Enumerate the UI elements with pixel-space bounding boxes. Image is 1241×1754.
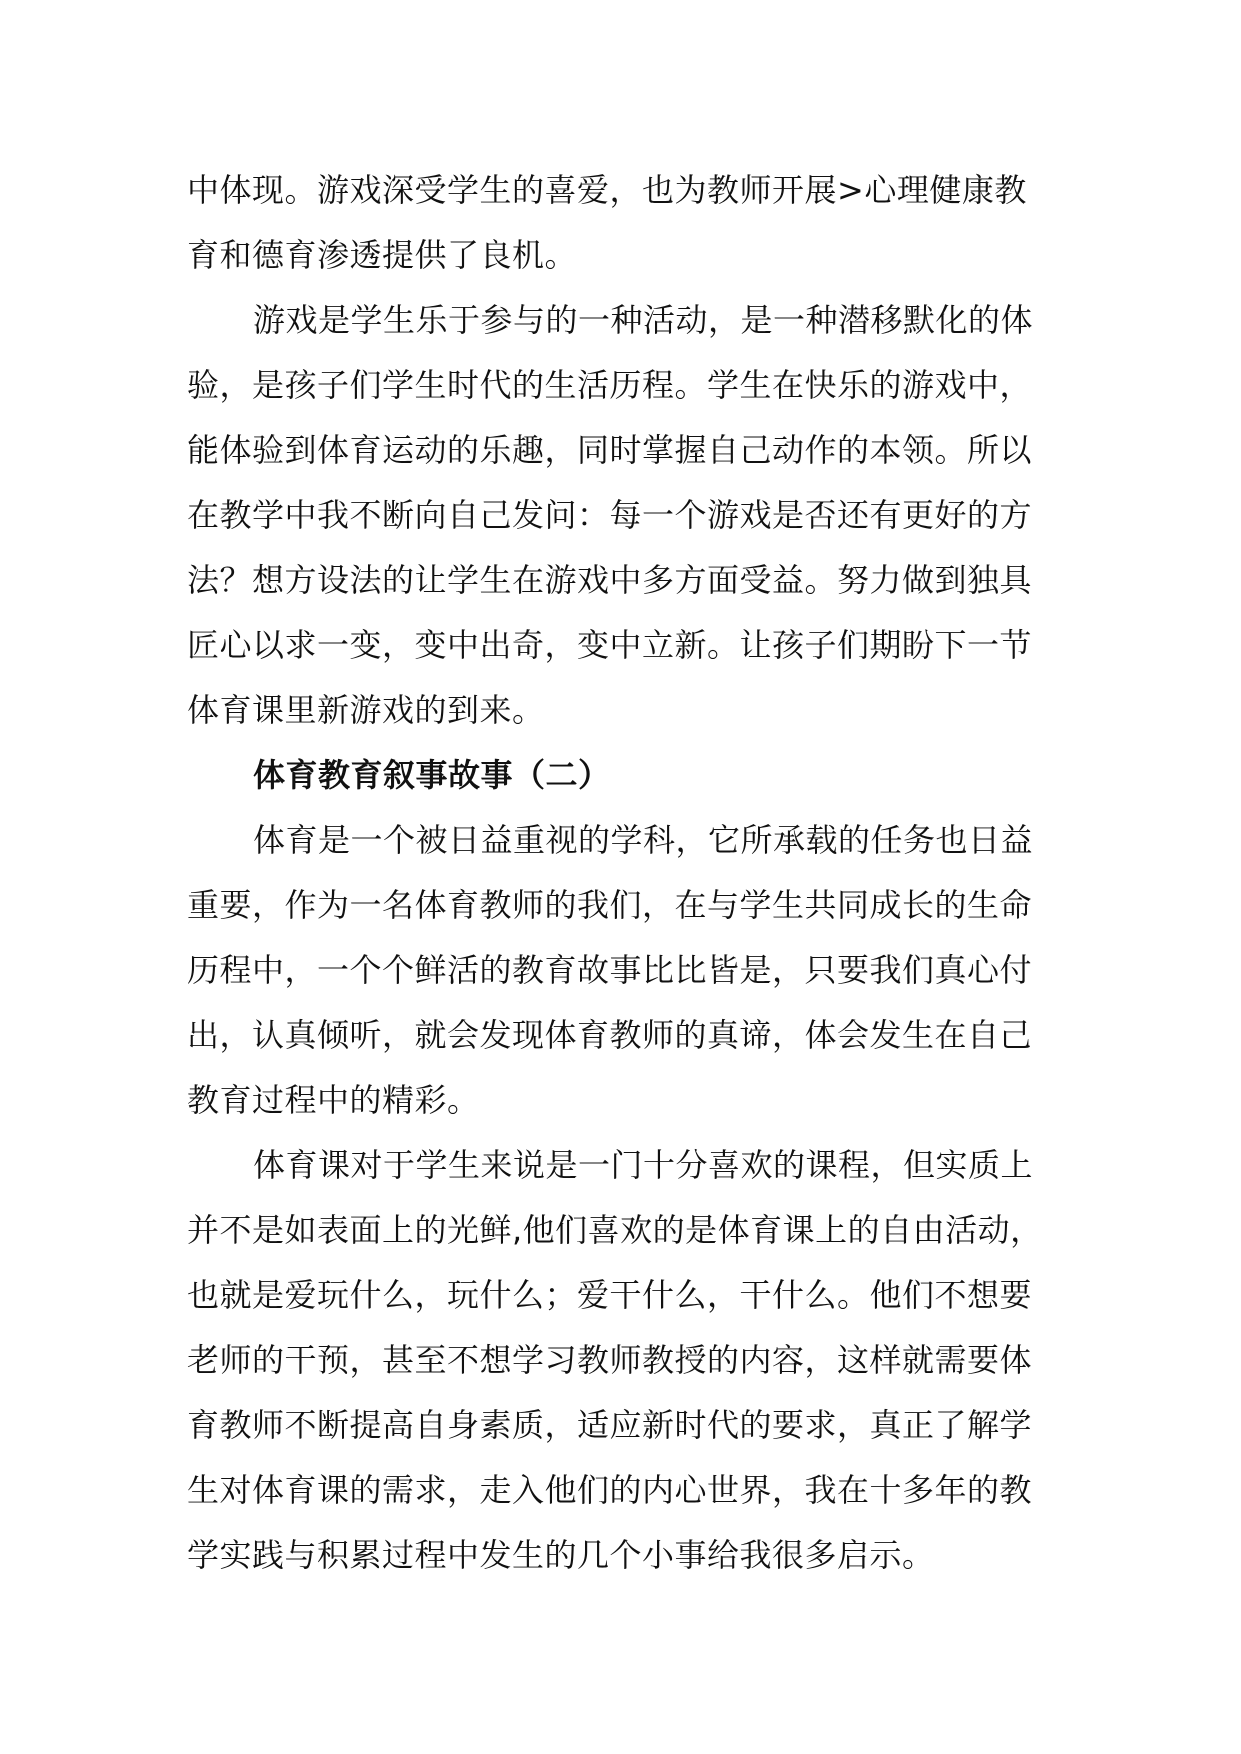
text-line: 老师的干预，甚至不想学习教师教授的内容，这样就需要体: [187, 1341, 1033, 1379]
text-line: 匠心以求一变，变中出奇，变中立新。让孩子们期盼下一节: [187, 626, 1033, 664]
text-line: 能体验到体育运动的乐趣，同时掌握自己动作的本领。所以: [187, 431, 1033, 469]
text-line: 历程中，一个个鲜活的教育故事比比皆是，只要我们真心付: [187, 951, 1033, 989]
text-line: 体育是一个被日益重视的学科，它所承载的任务也日益: [253, 821, 1034, 859]
text-line: 育教师不断提高自身素质，适应新时代的要求，真正了解学: [187, 1406, 1033, 1444]
text-line: 学实践与积累过程中发生的几个小事给我很多启示。: [187, 1536, 935, 1574]
text-line: 重要，作为一名体育教师的我们，在与学生共同成长的生命: [187, 886, 1033, 924]
text-line: 教育过程中的精彩。: [187, 1081, 480, 1119]
text-line: 法？想方设法的让学生在游戏中多方面受益。努力做到独具: [187, 561, 1033, 599]
text-line: 出，认真倾听，就会发现体育教师的真谛，体会发生在自己: [187, 1016, 1033, 1054]
text-line: 育和德育渗透提供了良机。: [187, 236, 578, 274]
text-line: 在教学中我不断向自己发问：每一个游戏是否还有更好的方: [187, 496, 1033, 534]
section-heading: 体育教育叙事故事（二）: [253, 756, 611, 794]
document-body: [187, 158, 1067, 1588]
text-line: 游戏是学生乐于参与的一种活动，是一种潜移默化的体: [253, 301, 1034, 339]
text-line: 并不是如表面上的光鲜,他们喜欢的是体育课上的自由活动，: [187, 1211, 1043, 1249]
text-line: 验，是孩子们学生时代的生活历程。学生在快乐的游戏中，: [187, 366, 1033, 404]
text-line: 体育课里新游戏的到来。: [187, 691, 545, 729]
text-line: 生对体育课的需求，走入他们的内心世界，我在十多年的教: [187, 1471, 1033, 1509]
text-line: 体育课对于学生来说是一门十分喜欢的课程，但实质上: [253, 1146, 1034, 1184]
text-line: 中体现。游戏深受学生的喜爱，也为教师开展>心理健康教: [187, 171, 1027, 209]
text-line: 也就是爱玩什么，玩什么；爱干什么，干什么。他们不想要: [187, 1276, 1033, 1314]
